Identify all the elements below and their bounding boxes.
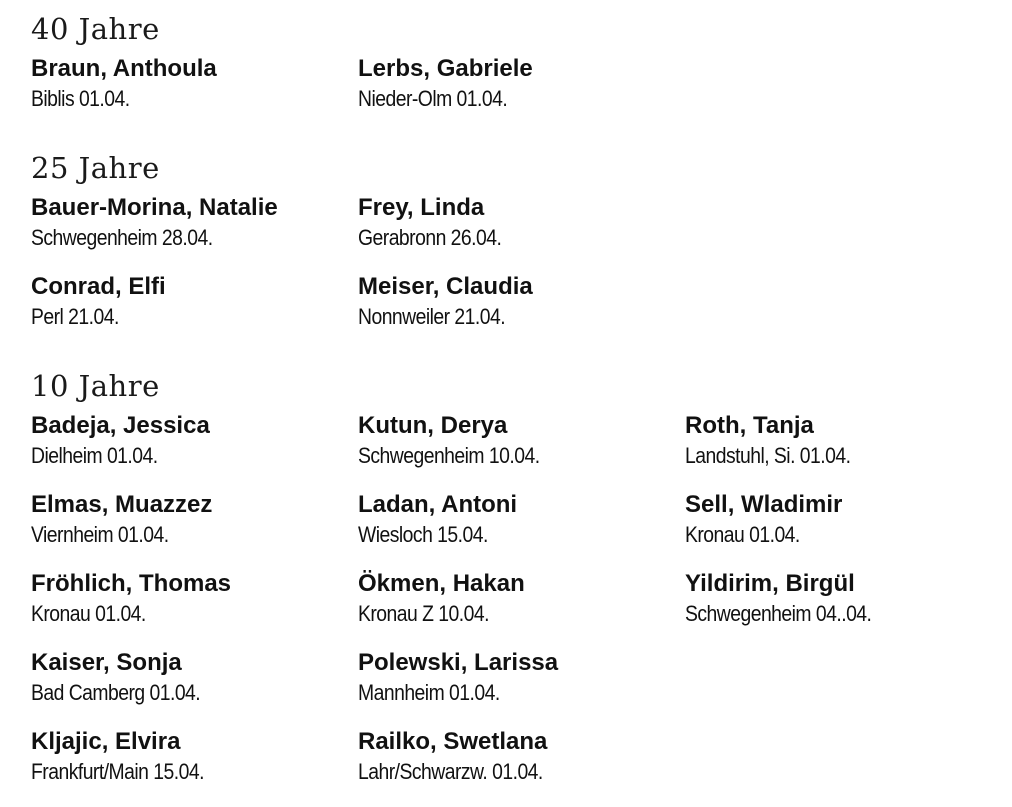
list-item xyxy=(31,490,358,569)
list-item xyxy=(685,193,1001,272)
employee-name: Yildirim, Birgül xyxy=(685,570,855,597)
entry-grid xyxy=(31,193,1001,351)
list-item xyxy=(31,193,358,272)
list-item xyxy=(358,569,685,648)
employee-name: Polewski, Larissa xyxy=(358,649,559,676)
location-date: Perl 21.04. xyxy=(31,304,119,329)
employee-name: Conrad, Elfi xyxy=(31,273,166,300)
location-date: Kronau 01.04. xyxy=(31,601,146,626)
list-item xyxy=(358,54,685,133)
location-date: Gerabronn 26.04. xyxy=(358,225,502,250)
list-item xyxy=(685,727,1001,806)
employee-name: Frey, Linda xyxy=(358,194,485,221)
location-date: Nonnweiler 21.04. xyxy=(358,304,506,329)
entry-grid xyxy=(31,411,1001,806)
list-item xyxy=(685,411,1001,490)
location-date: Wiesloch 15.04. xyxy=(358,522,488,547)
employee-name: Ladan, Antoni xyxy=(358,491,518,518)
section-heading: 10 Jahre xyxy=(31,369,160,403)
location-date: Kronau Z 10.04. xyxy=(358,601,489,626)
section-10-years xyxy=(31,369,1001,806)
location-date: Mannheim 01.04. xyxy=(358,680,500,705)
employee-name: Ökmen, Hakan xyxy=(358,570,525,597)
location-date: Kronau 01.04. xyxy=(685,522,800,547)
employee-name: Badeja, Jessica xyxy=(31,412,210,439)
location-date: Schwegenheim 04..04. xyxy=(685,601,872,626)
employee-name: Braun, Anthoula xyxy=(31,55,217,82)
employee-name: Fröhlich, Thomas xyxy=(31,570,232,597)
location-date: Frankfurt/Main 15.04. xyxy=(31,759,204,784)
employee-name: Kutun, Derya xyxy=(358,412,508,439)
location-date: Nieder-Olm 01.04. xyxy=(358,86,508,111)
location-date: Dielheim 01.04. xyxy=(31,443,158,468)
employee-name: Elmas, Muazzez xyxy=(31,491,213,518)
list-item xyxy=(31,272,358,351)
list-item xyxy=(31,727,358,806)
list-item xyxy=(358,648,685,727)
location-date: Bad Camberg 01.04. xyxy=(31,680,201,705)
list-item xyxy=(358,490,685,569)
section-heading: 40 Jahre xyxy=(31,12,160,46)
list-item xyxy=(685,569,1001,648)
list-item xyxy=(31,648,358,727)
employee-name: Lerbs, Gabriele xyxy=(358,55,533,82)
employee-name: Roth, Tanja xyxy=(685,412,814,439)
location-date: Schwegenheim 28.04. xyxy=(31,225,213,250)
employee-name: Meiser, Claudia xyxy=(358,273,533,300)
list-item xyxy=(31,411,358,490)
location-date: Lahr/Schwarzw. 01.04. xyxy=(358,759,543,784)
employee-name: Sell, Wladimir xyxy=(685,491,843,518)
employee-name: Kljajic, Elvira xyxy=(31,728,181,755)
list-item xyxy=(358,193,685,272)
list-item xyxy=(358,411,685,490)
list-item xyxy=(685,648,1001,727)
list-item xyxy=(685,490,1001,569)
list-item xyxy=(31,54,358,133)
list-item xyxy=(358,272,685,351)
list-item xyxy=(31,569,358,648)
employee-name: Bauer-Morina, Natalie xyxy=(31,194,278,221)
section-heading: 25 Jahre xyxy=(31,151,160,185)
location-date: Viernheim 01.04. xyxy=(31,522,169,547)
section-25-years xyxy=(31,151,1001,351)
list-item xyxy=(358,727,685,806)
section-40-years xyxy=(31,12,1001,133)
location-date: Biblis 01.04. xyxy=(31,86,130,111)
entry-grid xyxy=(31,54,1001,133)
location-date: Schwegenheim 10.04. xyxy=(358,443,540,468)
location-date: Landstuhl, Si. 01.04. xyxy=(685,443,851,468)
employee-name: Kaiser, Sonja xyxy=(31,649,182,676)
employee-name: Railko, Swetlana xyxy=(358,728,548,755)
